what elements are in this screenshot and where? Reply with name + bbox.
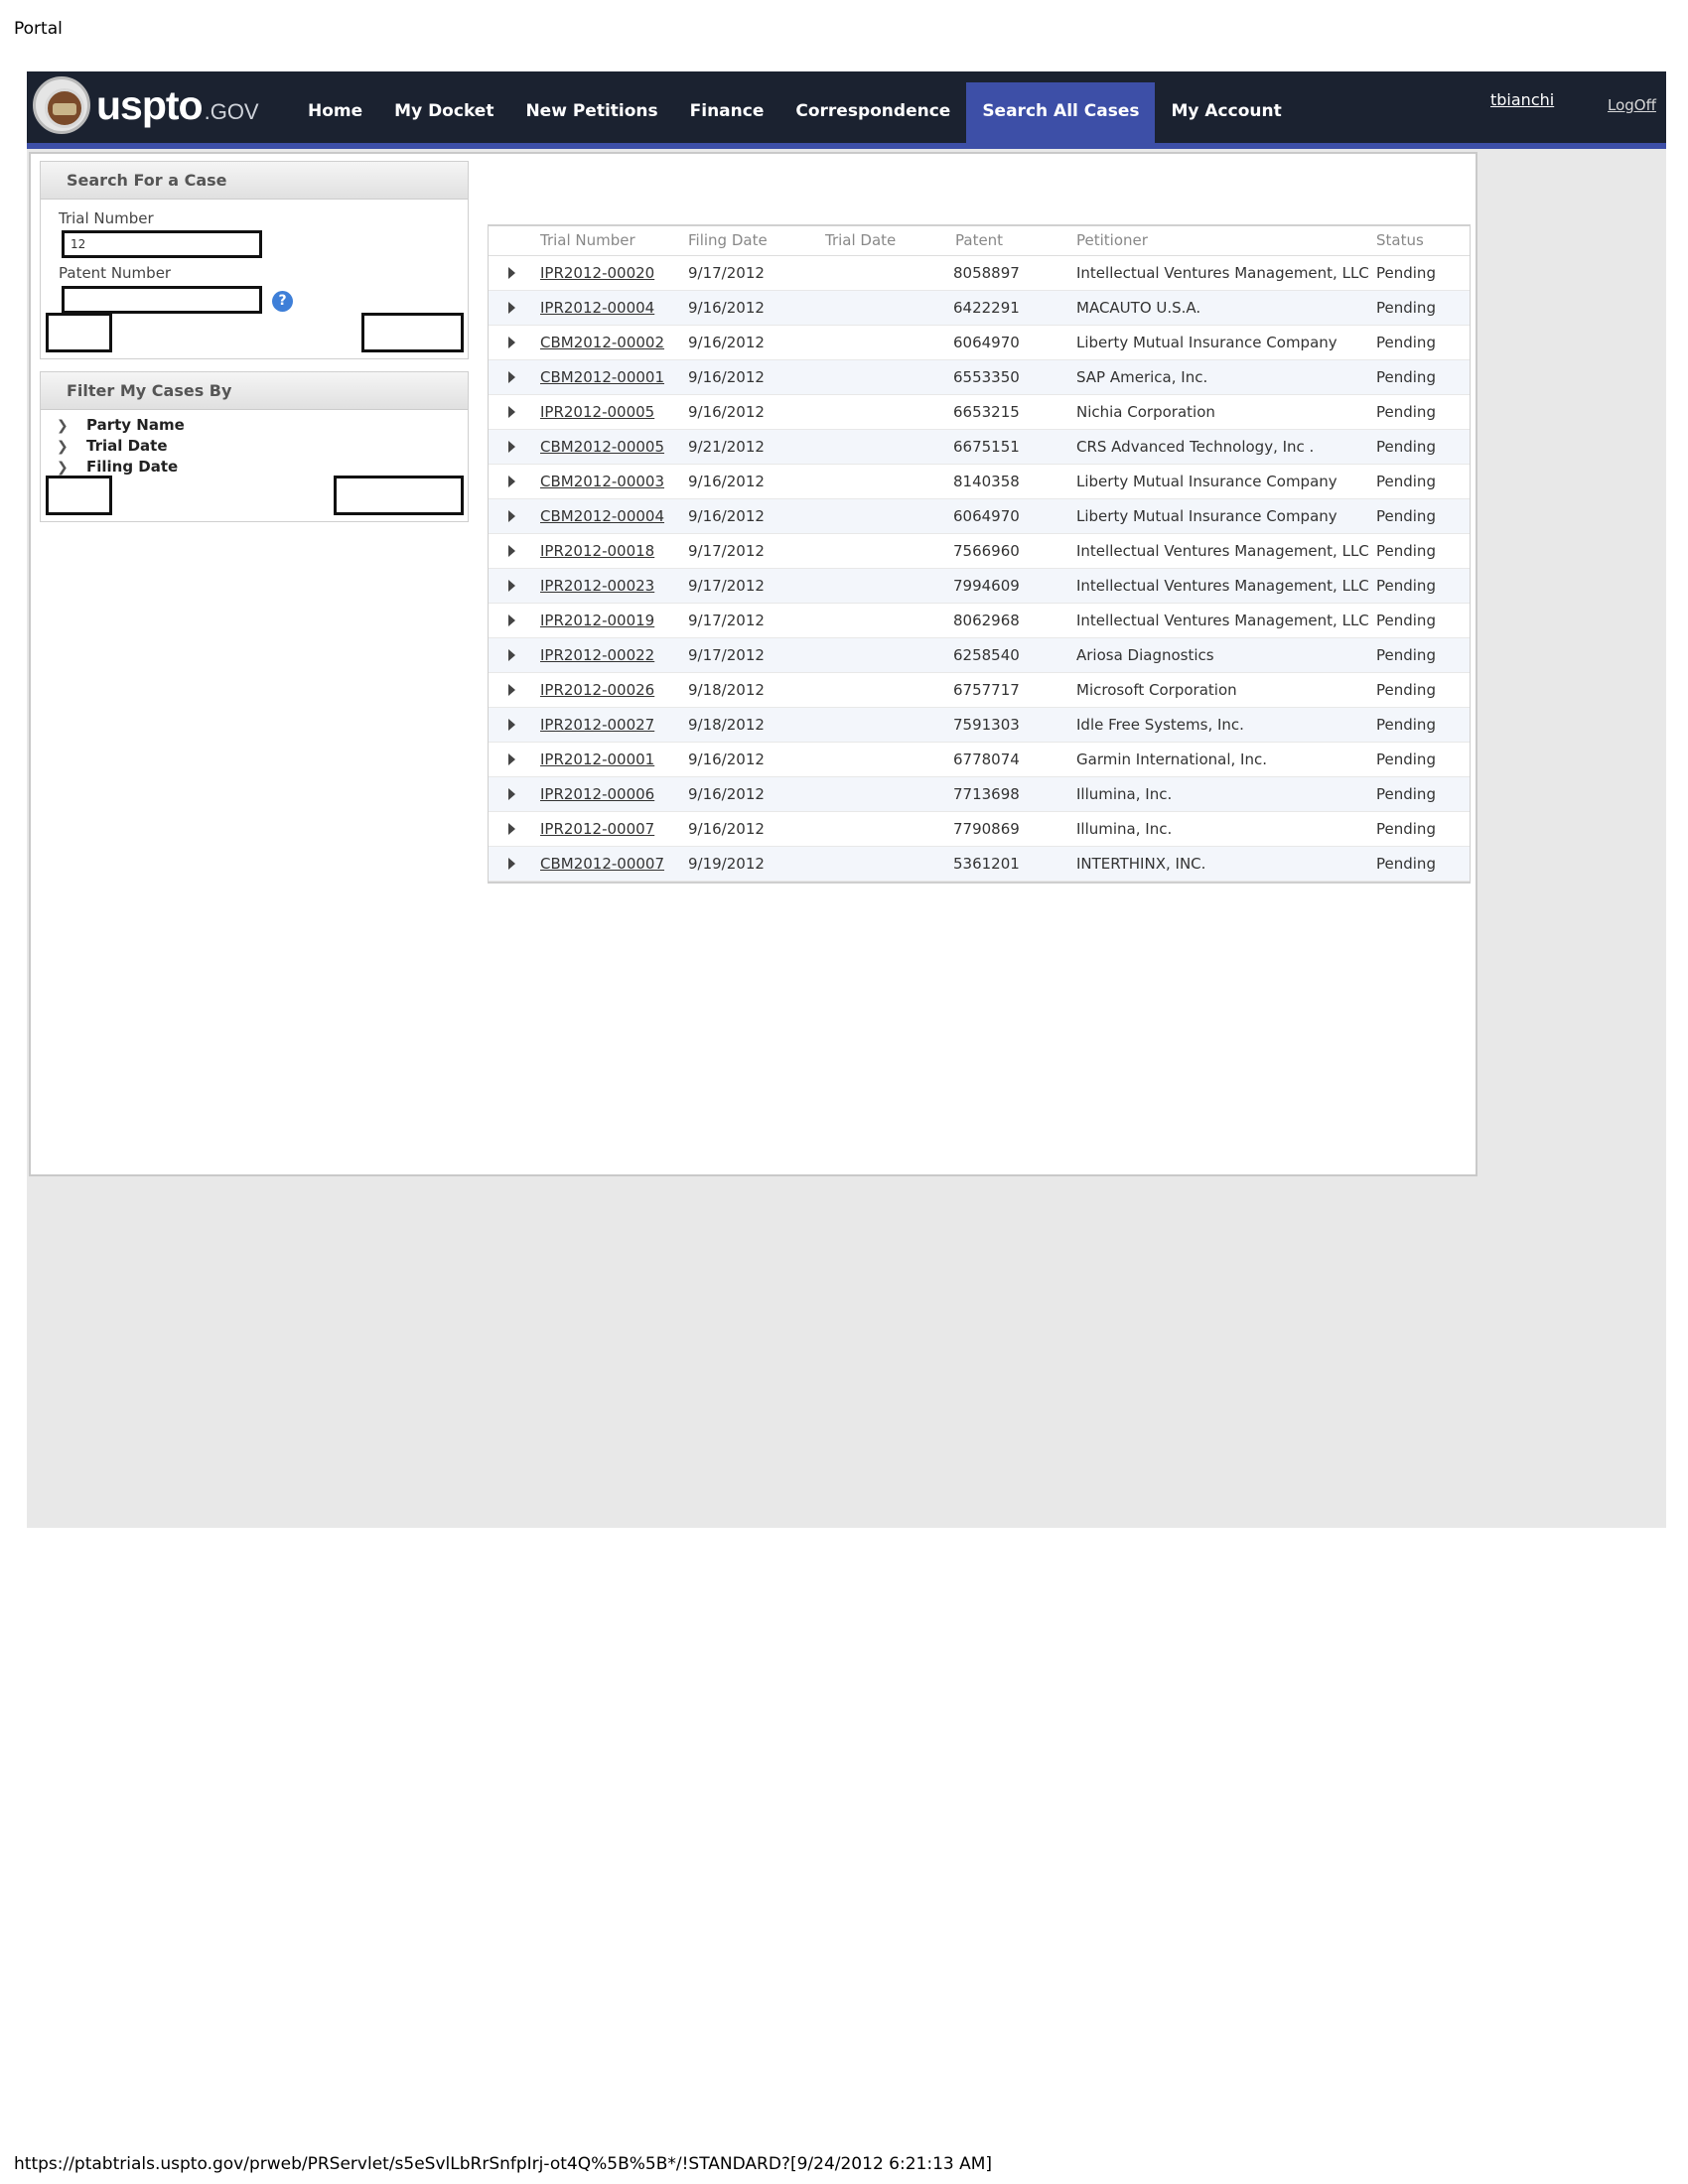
expand-arrow-icon[interactable] [508, 858, 515, 870]
filing-date-cell: 9/17/2012 [688, 577, 765, 595]
nav-finance[interactable]: Finance [689, 101, 765, 121]
uspto-logo[interactable] [33, 76, 259, 134]
trial-number-link[interactable]: IPR2012-00026 [540, 681, 655, 699]
patent-cell: 8058897 [953, 264, 1020, 282]
table-row[interactable] [489, 812, 1470, 847]
table-row[interactable] [489, 604, 1470, 638]
filing-date-cell: 9/17/2012 [688, 264, 765, 282]
expand-arrow-icon[interactable] [508, 753, 515, 765]
filter-trial-date[interactable]: ❯ Trial Date [57, 437, 168, 455]
trial-number-link[interactable]: CBM2012-00001 [540, 368, 665, 386]
content-panel [29, 152, 1477, 1176]
status-cell: Pending [1376, 612, 1436, 629]
status-cell: Pending [1376, 403, 1436, 421]
expand-arrow-icon[interactable] [508, 476, 515, 487]
search-right-button[interactable] [361, 313, 464, 352]
patent-cell: 6653215 [953, 403, 1020, 421]
patent-cell: 7566960 [953, 542, 1020, 560]
page-title: Portal [14, 19, 63, 39]
expand-arrow-icon[interactable] [508, 441, 515, 453]
expand-arrow-icon[interactable] [508, 545, 515, 557]
filing-date-cell: 9/16/2012 [688, 334, 765, 351]
status-cell: Pending [1376, 299, 1436, 317]
filing-date-cell: 9/18/2012 [688, 716, 765, 734]
filter-filing-date[interactable]: ❯ Filing Date [57, 458, 179, 476]
col-trial-date[interactable]: Trial Date [825, 231, 897, 249]
patent-cell: 8062968 [953, 612, 1020, 629]
nav-my-account[interactable]: My Account [1171, 101, 1282, 121]
nav-my-docket[interactable]: My Docket [394, 101, 494, 121]
table-row[interactable] [489, 847, 1470, 882]
col-petitioner[interactable]: Petitioner [1076, 231, 1148, 249]
table-row[interactable] [489, 743, 1470, 777]
petitioner-cell: MACAUTO U.S.A. [1076, 299, 1201, 317]
status-cell: Pending [1376, 577, 1436, 595]
status-cell: Pending [1376, 473, 1436, 490]
table-row[interactable] [489, 395, 1470, 430]
patent-cell: 6757717 [953, 681, 1020, 699]
filter-left-button[interactable] [46, 476, 112, 515]
petitioner-cell: Intellectual Ventures Management, LLC [1076, 577, 1369, 595]
petitioner-cell: CRS Advanced Technology, Inc . [1076, 438, 1315, 456]
filter-right-button[interactable] [334, 476, 464, 515]
filter-party-name[interactable]: ❯ Party Name [57, 416, 185, 434]
patent-cell: 6422291 [953, 299, 1020, 317]
petitioner-cell: INTERTHINX, INC. [1076, 855, 1206, 873]
patent-number-input[interactable] [62, 286, 262, 314]
trial-number-link[interactable]: IPR2012-00022 [540, 646, 655, 664]
patent-cell: 6064970 [953, 334, 1020, 351]
patent-number-label: Patent Number [59, 264, 172, 282]
filing-date-cell: 9/19/2012 [688, 855, 765, 873]
status-cell: Pending [1376, 751, 1436, 768]
search-panel-title: Search For a Case [41, 162, 468, 200]
patent-cell: 6258540 [953, 646, 1020, 664]
filter-panel-title: Filter My Cases By [41, 372, 468, 410]
petitioner-cell: Liberty Mutual Insurance Company [1076, 507, 1337, 525]
col-status[interactable]: Status [1376, 231, 1424, 249]
table-row[interactable] [489, 534, 1470, 569]
status-cell: Pending [1376, 542, 1436, 560]
table-row[interactable] [489, 465, 1470, 499]
search-left-button[interactable] [46, 313, 112, 352]
trial-number-link[interactable]: IPR2012-00001 [540, 751, 655, 768]
trial-number-link[interactable]: IPR2012-00027 [540, 716, 655, 734]
petitioner-cell: Intellectual Ventures Management, LLC [1076, 542, 1369, 560]
status-cell: Pending [1376, 785, 1436, 803]
filing-date-cell: 9/16/2012 [688, 785, 765, 803]
expand-arrow-icon[interactable] [508, 302, 515, 314]
status-cell: Pending [1376, 820, 1436, 838]
patent-cell: 7994609 [953, 577, 1020, 595]
filing-date-cell: 9/16/2012 [688, 507, 765, 525]
col-patent[interactable]: Patent [955, 231, 1004, 249]
petitioner-cell: Intellectual Ventures Management, LLC [1076, 612, 1369, 629]
table-row[interactable] [489, 291, 1470, 326]
patent-cell: 5361201 [953, 855, 1020, 873]
status-cell: Pending [1376, 368, 1436, 386]
patent-cell: 7790869 [953, 820, 1020, 838]
expand-arrow-icon[interactable] [508, 337, 515, 348]
trial-number-link[interactable]: CBM2012-00005 [540, 438, 665, 456]
filing-date-cell: 9/16/2012 [688, 299, 765, 317]
trial-number-link[interactable]: CBM2012-00003 [540, 473, 665, 490]
table-row[interactable] [489, 430, 1470, 465]
filing-date-cell: 9/17/2012 [688, 612, 765, 629]
table-header [489, 226, 1470, 256]
petitioner-cell: Ariosa Diagnostics [1076, 646, 1214, 664]
patent-cell: 8140358 [953, 473, 1020, 490]
uspto-seal-icon [33, 76, 90, 134]
chevron-right-icon: ❯ [57, 439, 69, 455]
expand-arrow-icon[interactable] [508, 684, 515, 696]
filing-date-cell: 9/17/2012 [688, 542, 765, 560]
patent-cell: 6553350 [953, 368, 1020, 386]
nav-menu [292, 82, 1298, 143]
petitioner-cell: Liberty Mutual Insurance Company [1076, 334, 1337, 351]
status-cell: Pending [1376, 646, 1436, 664]
filing-date-cell: 9/16/2012 [688, 473, 765, 490]
help-icon[interactable]: ? [272, 291, 293, 312]
nav-search-all-cases[interactable]: Search All Cases [966, 82, 1155, 143]
expand-arrow-icon[interactable] [508, 371, 515, 383]
table-row[interactable] [489, 360, 1470, 395]
status-cell: Pending [1376, 438, 1436, 456]
trial-number-link[interactable]: IPR2012-00004 [540, 299, 655, 317]
trial-number-link[interactable]: IPR2012-00006 [540, 785, 655, 803]
filing-date-cell: 9/18/2012 [688, 681, 765, 699]
filing-date-cell: 9/16/2012 [688, 403, 765, 421]
status-cell: Pending [1376, 507, 1436, 525]
petitioner-cell: Liberty Mutual Insurance Company [1076, 473, 1337, 490]
patent-cell: 6675151 [953, 438, 1020, 456]
logoff-link[interactable]: LogOff [1608, 96, 1656, 114]
status-cell: Pending [1376, 716, 1436, 734]
table-row[interactable] [489, 708, 1470, 743]
expand-arrow-icon[interactable] [508, 580, 515, 592]
trial-number-link[interactable]: IPR2012-00020 [540, 264, 655, 282]
filing-date-cell: 9/16/2012 [688, 751, 765, 768]
expand-arrow-icon[interactable] [508, 788, 515, 800]
app-frame [27, 71, 1666, 1528]
petitioner-cell: Intellectual Ventures Management, LLC [1076, 264, 1369, 282]
expand-arrow-icon[interactable] [508, 510, 515, 522]
patent-cell: 7713698 [953, 785, 1020, 803]
chevron-right-icon: ❯ [57, 418, 69, 434]
logo-text: uspto [96, 81, 203, 128]
filing-date-cell: 9/16/2012 [688, 368, 765, 386]
table-row[interactable] [489, 777, 1470, 812]
trial-number-link[interactable]: CBM2012-00002 [540, 334, 665, 351]
trial-number-label: Trial Number [59, 209, 154, 227]
petitioner-cell: Idle Free Systems, Inc. [1076, 716, 1244, 734]
trial-number-link[interactable]: IPR2012-00005 [540, 403, 655, 421]
expand-arrow-icon[interactable] [508, 649, 515, 661]
trial-number-link[interactable]: IPR2012-00007 [540, 820, 655, 838]
nav-new-petitions[interactable]: New Petitions [525, 101, 658, 121]
status-cell: Pending [1376, 681, 1436, 699]
results-table [488, 224, 1471, 884]
filter-cases-panel [40, 371, 469, 522]
petitioner-cell: Illumina, Inc. [1076, 820, 1173, 838]
table-row[interactable] [489, 499, 1470, 534]
trial-number-link[interactable]: IPR2012-00019 [540, 612, 655, 629]
expand-arrow-icon[interactable] [508, 614, 515, 626]
petitioner-cell: Garmin International, Inc. [1076, 751, 1267, 768]
expand-arrow-icon[interactable] [508, 267, 515, 279]
nav-correspondence[interactable]: Correspondence [795, 101, 951, 121]
logo-suffix: .GOV [204, 98, 259, 124]
user-link[interactable]: tbianchi [1490, 90, 1555, 109]
patent-cell: 7591303 [953, 716, 1020, 734]
patent-cell: 6778074 [953, 751, 1020, 768]
status-cell: Pending [1376, 855, 1436, 873]
table-row[interactable] [489, 638, 1470, 673]
petitioner-cell: Nichia Corporation [1076, 403, 1215, 421]
patent-cell: 6064970 [953, 507, 1020, 525]
expand-arrow-icon[interactable] [508, 719, 515, 731]
trial-number-link[interactable]: IPR2012-00023 [540, 577, 655, 595]
expand-arrow-icon[interactable] [508, 823, 515, 835]
trial-number-link[interactable]: CBM2012-00004 [540, 507, 665, 525]
col-filing-date[interactable]: Filing Date [688, 231, 768, 249]
table-row[interactable] [489, 326, 1470, 360]
petitioner-cell: Illumina, Inc. [1076, 785, 1173, 803]
status-cell: Pending [1376, 334, 1436, 351]
petitioner-cell: Microsoft Corporation [1076, 681, 1237, 699]
navbar-accent-bar [27, 143, 1666, 149]
table-row[interactable] [489, 569, 1470, 604]
filing-date-cell: 9/17/2012 [688, 646, 765, 664]
petitioner-cell: SAP America, Inc. [1076, 368, 1208, 386]
table-row[interactable] [489, 673, 1470, 708]
filing-date-cell: 9/21/2012 [688, 438, 765, 456]
filing-date-cell: 9/16/2012 [688, 820, 765, 838]
trial-number-input[interactable]: 12 [62, 230, 262, 258]
nav-home[interactable]: Home [308, 101, 363, 121]
table-body [489, 256, 1470, 882]
footer-url: https://ptabtrials.uspto.gov/prweb/PRServlet/s5eSvlLbRrSnfpIrj-ot4Q%5B%5B*/!STANDARD?[9/24/2012 6:21:13 AM] [14, 2154, 993, 2174]
trial-number-link[interactable]: CBM2012-00007 [540, 855, 665, 873]
expand-arrow-icon[interactable] [508, 406, 515, 418]
top-navbar [27, 71, 1666, 143]
chevron-right-icon: ❯ [57, 460, 69, 476]
status-cell: Pending [1376, 264, 1436, 282]
col-trial-number[interactable]: Trial Number [540, 231, 635, 249]
search-case-panel [40, 161, 469, 359]
trial-number-link[interactable]: IPR2012-00018 [540, 542, 655, 560]
table-row[interactable] [489, 256, 1470, 291]
